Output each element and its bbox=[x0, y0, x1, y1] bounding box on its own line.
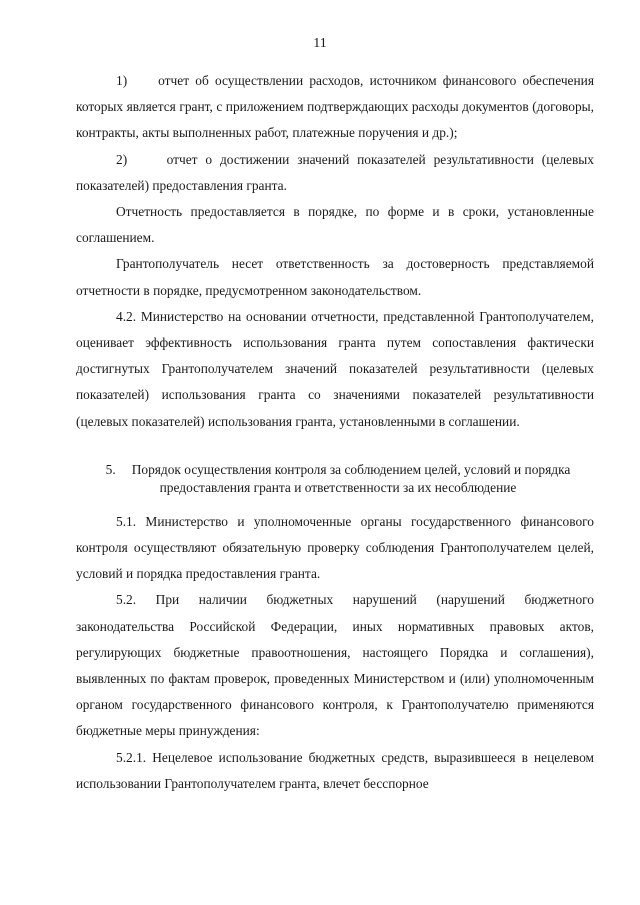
responsibility-paragraph: Грантополучатель несет ответственность за достоверность представляемой отчетности в порядке, предусмотренном законодательством. bbox=[76, 256, 594, 298]
report-item-2: 2) отчет о достижении значений показателей результативности (целевых показателей) предоставления гранта. bbox=[76, 151, 594, 193]
clause-5-2: 5.2. При наличии бюджетных нарушений (нарушений бюджетного законодательства Российской Федерации, иных нормативных правовых актов, регулирующих бюджетные правоотношения, настоящего Порядка и соглашения), выявленных по фактам проверок, проведенных Министерством и (или) уполномоченным органом государственного финансового контроля, к Грантополучателю применяются бюджетные меры принуждения: bbox=[76, 592, 594, 739]
clause-4-2: 4.2. Министерство на основании отчетности, представленной Грантополучателем, оценивает эффективность использования гранта путем сопоставления фактически достигнутых Грантополучателем значений показателей результативности (целевых показателей) использования гранта со значениями показателей результативности (целевых показателей) использования гранта, установленными в соглашении. bbox=[76, 308, 594, 429]
section-5-heading bbox=[76, 461, 594, 497]
page-number: 11 bbox=[313, 36, 327, 51]
section-number: 5. bbox=[105, 461, 116, 477]
document-body bbox=[76, 68, 594, 797]
reporting-terms-paragraph: Отчетность предоставляется в порядке, по форме и в сроки, установленные соглашением. bbox=[76, 204, 594, 246]
section-title: Порядок осуществления контроля за соблюдением целей, условий и порядка предоставления гранта и ответственности за их несоблюдение bbox=[131, 461, 571, 495]
clause-5-2-1: 5.2.1. Нецелевое использование бюджетных средств, выразившееся в нецелевом использовании Грантополучателем гранта, влечет бесспорное bbox=[76, 749, 594, 791]
report-item-1: 1) отчет об осуществлении расходов, источником финансового обеспечения которых является грант, с приложением подтверждающих расходы документов (договоры, контракты, акты выполненных работ, платежные поручения и др.); bbox=[76, 73, 594, 141]
clause-5-1: 5.1. Министерство и уполномоченные органы государственного финансового контроля осуществляют обязательную проверку соблюдения Грантополучателем целей, условий и порядка предоставления гранта. bbox=[76, 513, 594, 582]
